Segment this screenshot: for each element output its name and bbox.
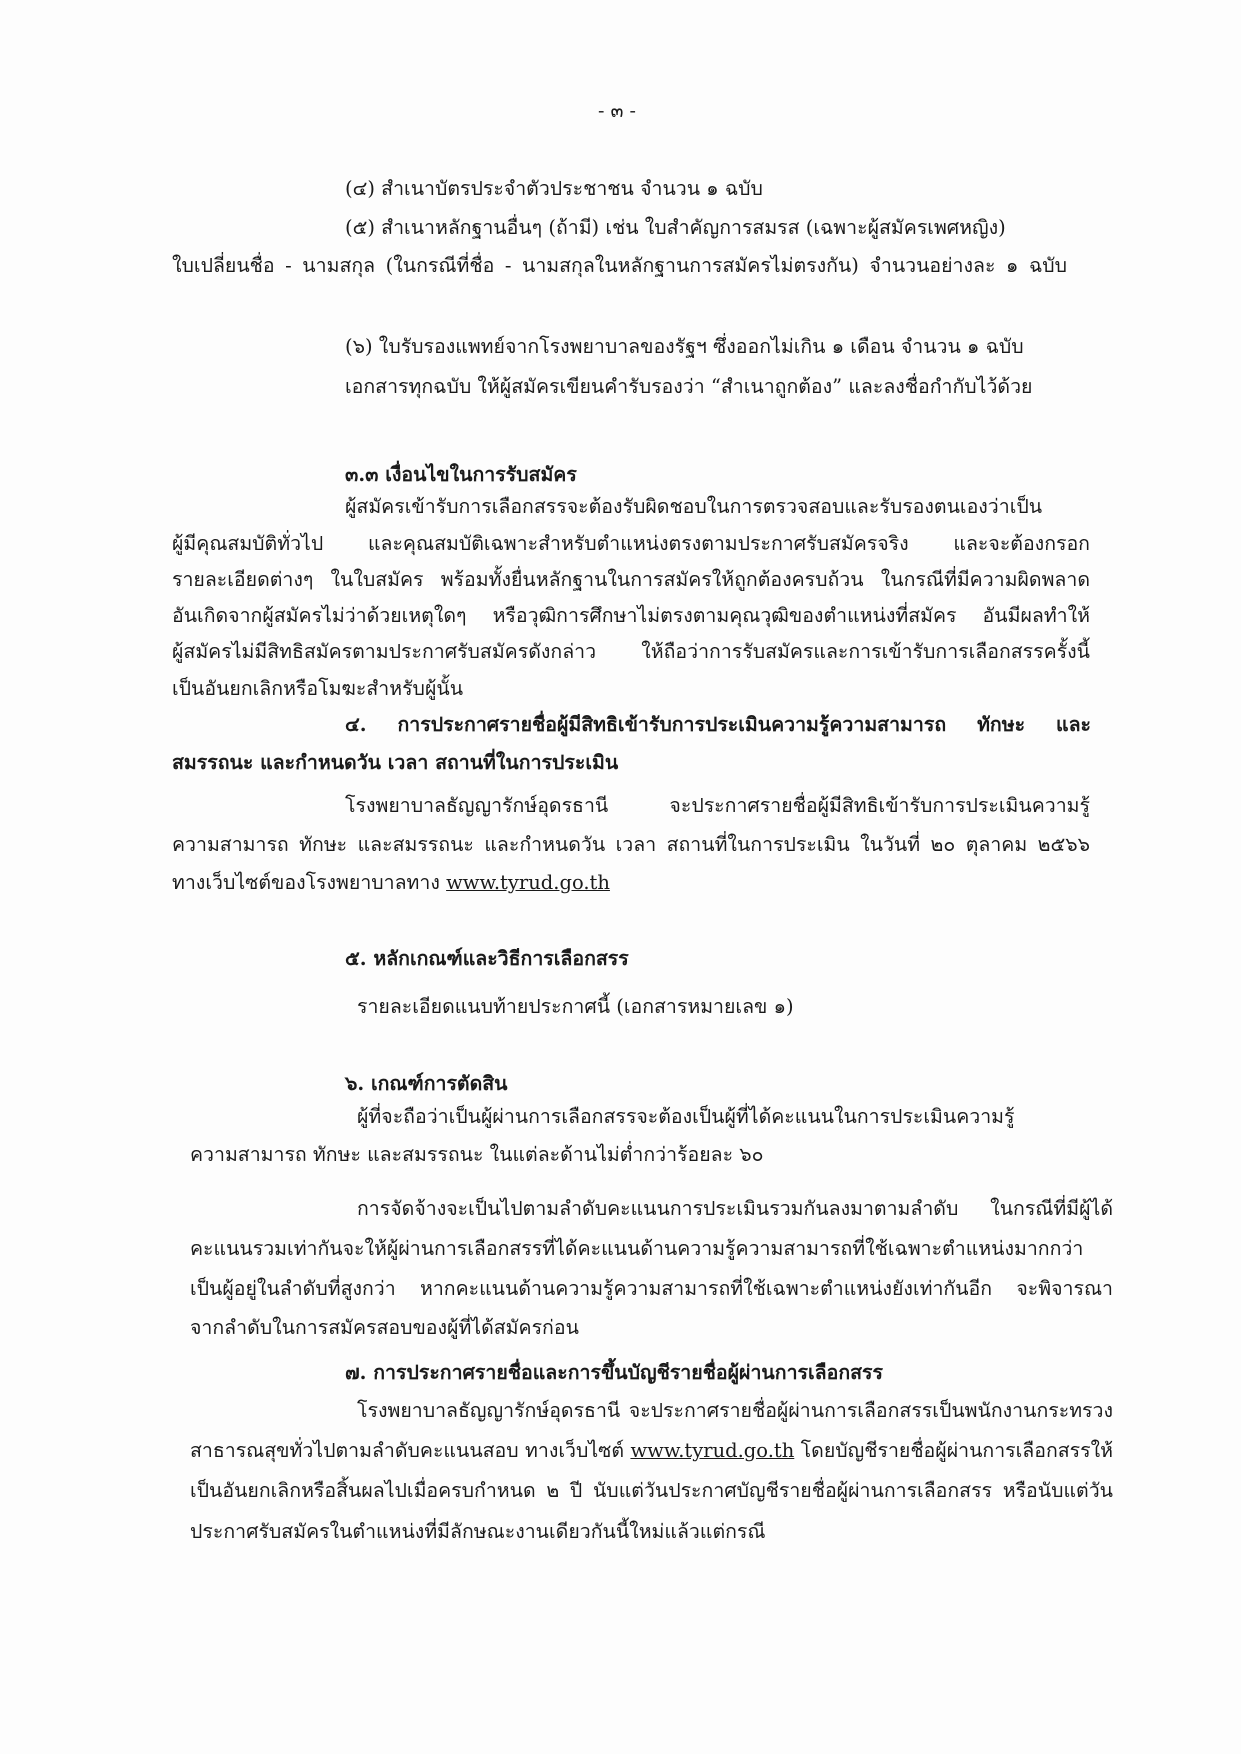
section-4-text: โรงพยาบาลธัญญารักษ์อุดรธานี จะประกาศรายชื่อผู้มีสิทธิเข้ารับการประเมินความรู้ xyxy=(345,794,1090,817)
doc-item-4: (๔) สำเนาบัตรประจำตัวประชาชน จำนวน ๑ ฉบับ xyxy=(345,177,763,200)
section-5-heading: ๕. หลักเกณฑ์และวิธีการเลือกสรร xyxy=(345,947,629,970)
section-3-3-text: เป็นอันยกเลิกหรือโมฆะสำหรับผู้นั้น xyxy=(172,677,464,700)
website-link[interactable]: www.tyrud.go.th xyxy=(446,871,610,894)
section-6-text: การจัดจ้างจะเป็นไปตามลำดับคะแนนการประเมินรวมกันลงมาตามลำดับ ในกรณีที่มีผู้ได้ xyxy=(357,1197,1113,1220)
section-4-text-prefix: ทางเว็บไซต์ของโรงพยาบาลทาง xyxy=(172,871,447,894)
section-7-text-prefix: สาธารณสุขทั่วไปตามลำดับคะแนนสอบ ทางเว็บไซต์ xyxy=(190,1439,631,1462)
doc-item-6: (๖) ใบรับรองแพทย์จากโรงพยาบาลของรัฐฯ ซึ่งออกไม่เกิน ๑ เดือน จำนวน ๑ ฉบับ xyxy=(345,335,1024,358)
section-3-3-text: ผู้มีคุณสมบัติทั่วไป และคุณสมบัติเฉพาะสำหรับตำแหน่งตรงตามประกาศรับสมัครจริง และจะต้องกรอก xyxy=(172,532,1090,555)
section-6-heading: ๖. เกณฑ์การตัดสิน xyxy=(345,1072,508,1095)
section-4-heading: ๔. การประกาศรายชื่อผู้มีสิทธิเข้ารับการประเมินความรู้ความสามารถ ทักษะ และ xyxy=(345,713,1091,736)
doc-item-5-line1: (๕) สำเนาหลักฐานอื่นๆ (ถ้ามี) เช่น ใบสำคัญการสมรส (เฉพาะผู้สมัครเพศหญิง) xyxy=(345,216,1006,239)
section-6-text: เป็นผู้อยู่ในลำดับที่สูงกว่า หากคะแนนด้านความรู้ความสามารถที่ใช้เฉพาะตำแหน่งยังเท่ากันอีก จะพิจารณา xyxy=(190,1277,1113,1300)
website-link[interactable]: www.tyrud.go.th xyxy=(630,1439,795,1462)
section-3-3-text: รายละเอียดต่างๆ ในใบสมัคร พร้อมทั้งยื่นหลักฐานในการสมัครให้ถูกต้องครบถ้วน ในกรณีที่มีความผิดพลาด xyxy=(172,568,1090,591)
section-7-heading: ๗. การประกาศรายชื่อและการขึ้นบัญชีรายชื่อผู้ผ่านการเลือกสรร xyxy=(345,1361,883,1384)
section-6-text: จากลำดับในการสมัครสอบของผู้ที่ได้สมัครก่อน xyxy=(190,1316,579,1339)
section-7-text-suffix: โดยบัญชีรายชื่อผู้ผ่านการเลือกสรรให้ xyxy=(794,1439,1113,1462)
section-3-3-text: อันเกิดจากผู้สมัครไม่ว่าด้วยเหตุใดๆ หรือวุฒิการศึกษาไม่ตรงตามคุณวุฒิของตำแหน่งที่สมัคร อันมีผลทำให้ xyxy=(172,604,1090,627)
section-3-3-text: ผู้สมัครไม่มีสิทธิสมัครตามประกาศรับสมัครดังกล่าว ให้ถือว่าการรับสมัครและการเข้ารับการเลือกสรรครั้งนี้ xyxy=(172,640,1090,663)
section-7-text: ประกาศรับสมัครในตำแหน่งที่มีลักษณะงานเดียวกันนี้ใหม่แล้วแต่กรณี xyxy=(190,1520,766,1543)
section-3-3-text: ผู้สมัครเข้ารับการเลือกสรรจะต้องรับผิดชอบในการตรวจสอบและรับรองตนเองว่าเป็น xyxy=(345,495,1043,518)
section-7-text: โรงพยาบาลธัญญารักษ์อุดรธานี จะประกาศรายชื่อผู้ผ่านการเลือกสรรเป็นพนักงานกระทรวง xyxy=(357,1399,1113,1422)
section-6-text: คะแนนรวมเท่ากันจะให้ผู้ผ่านการเลือกสรรที่ได้คะแนนด้านความรู้ความสามารถที่ใช้เฉพาะตำแหน่งมากกว่า xyxy=(190,1237,1084,1260)
section-4-text: ความสามารถ ทักษะ และสมรรถนะ และกำหนดวัน เวลา สถานที่ในการประเมิน ในวันที่ ๒๐ ตุลาคม ๒๕๖๖ xyxy=(172,833,1090,856)
section-4-text xyxy=(172,870,610,896)
section-3-3-heading: ๓.๓ เงื่อนไขในการรับสมัคร xyxy=(345,463,577,486)
section-6-text: ความสามารถ ทักษะ และสมรรถนะ ในแต่ละด้านไม่ต่ำกว่าร้อยละ ๖๐ xyxy=(190,1143,764,1166)
section-7-text: เป็นอันยกเลิกหรือสิ้นผลไปเมื่อครบกำหนด ๒ ปี นับแต่วันประกาศบัญชีรายชื่อผู้ผ่านการเลือกสรร หรือนับแต่วัน xyxy=(190,1479,1113,1502)
page-number: - ๓ - xyxy=(598,100,636,122)
section-5-detail: รายละเอียดแนบท้ายประกาศนี้ (เอกสารหมายเลข ๑) xyxy=(357,995,794,1018)
section-6-text: ผู้ที่จะถือว่าเป็นผู้ผ่านการเลือกสรรจะต้องเป็นผู้ที่ได้คะแนนในการประเมินความรู้ xyxy=(357,1105,1015,1128)
doc-item-5-line2: ใบเปลี่ยนชื่อ - นามสกุล (ในกรณีที่ชื่อ - นามสกุลในหลักฐานการสมัครไม่ตรงกัน) จำนวนอย่างละ ๑ ฉบับ xyxy=(172,254,1067,277)
section-7-text xyxy=(190,1438,1113,1464)
doc-certify-note: เอกสารทุกฉบับ ให้ผู้สมัครเขียนคำรับรองว่า “สำเนาถูกต้อง” และลงชื่อกำกับไว้ด้วย xyxy=(345,375,1033,398)
section-4-heading-line2: สมรรถนะ และกำหนดวัน เวลา สถานที่ในการประเมิน xyxy=(172,751,619,774)
